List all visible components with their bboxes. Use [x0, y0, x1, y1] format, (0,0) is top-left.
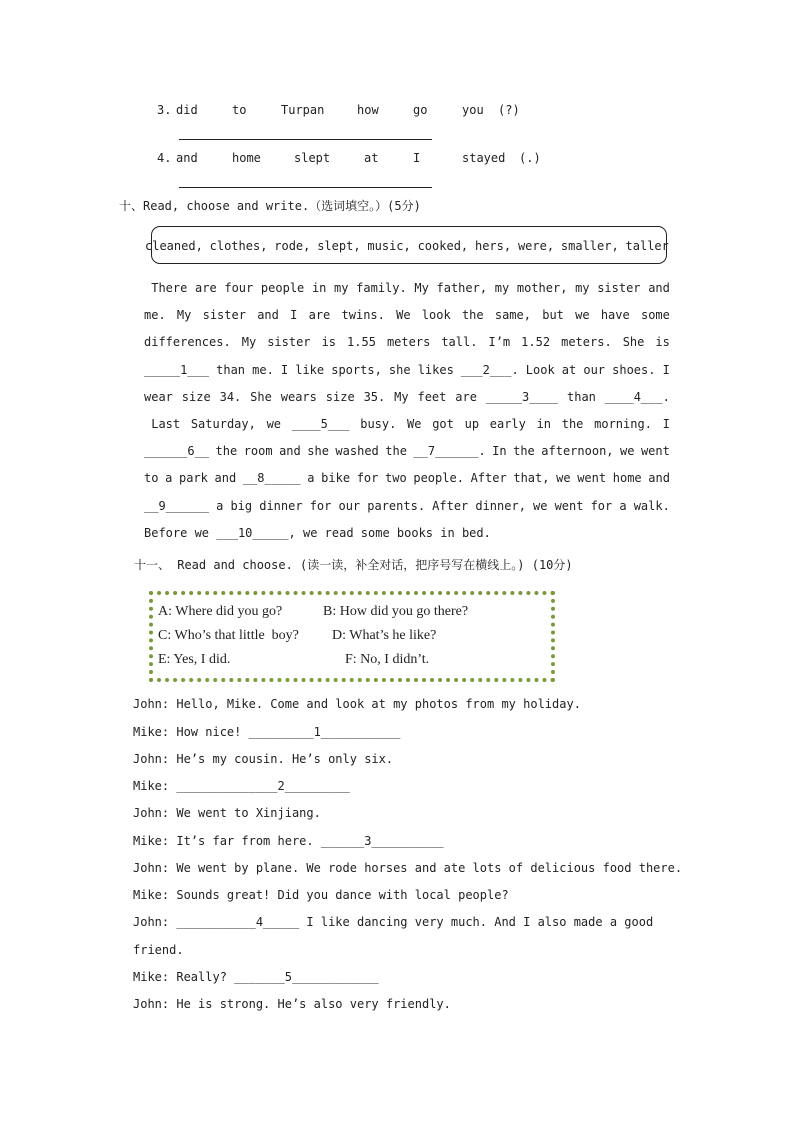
passage-word: my: [494, 281, 510, 295]
passage-word: and: [648, 471, 670, 486]
word: slept: [294, 151, 331, 165]
word-bank: [145, 239, 669, 253]
passage-word: a: [307, 471, 315, 486]
dialogue-line: Mike: Really? _______5____________: [133, 970, 379, 984]
dialogue-line: John: He is strong. He’s also very friendly.: [133, 997, 451, 1011]
passage-word: There: [144, 281, 188, 295]
dialogue-line: Mike: ______________2_________: [133, 779, 350, 793]
passage-word: the: [561, 416, 584, 431]
passage-word: dinner,: [475, 498, 526, 513]
passage-word: she: [307, 444, 329, 459]
word-bank-item: taller: [625, 239, 669, 253]
passage-word: wears: [280, 389, 317, 404]
option-d: D: What’s he like?: [332, 628, 437, 643]
passage-word: our: [338, 498, 361, 513]
passage-word: room: [243, 444, 273, 459]
passage-word: She: [622, 335, 645, 350]
passage-word: _____1___: [144, 362, 210, 377]
passage-word: walk.: [633, 498, 670, 513]
passage-word: 1.55: [347, 335, 376, 350]
passage-word: size: [181, 389, 211, 404]
passage-word: bed.: [461, 525, 491, 540]
passage-word: I: [662, 416, 670, 431]
passage-word: __9______: [144, 498, 210, 513]
passage-word: for: [309, 498, 332, 513]
passage-word: books: [396, 525, 441, 540]
passage-word: differences.: [144, 335, 231, 350]
passage-line: [144, 411, 670, 438]
passage-word: are: [308, 308, 331, 323]
passage-word: for: [356, 471, 379, 486]
passage-word: the: [513, 444, 535, 459]
passage-word: I: [280, 362, 289, 377]
passage-word: shoes.: [612, 362, 656, 377]
passage-word: in: [440, 525, 462, 540]
word: go: [413, 103, 428, 117]
passage-word: that,: [513, 471, 550, 486]
passage-word: afternoon,: [541, 444, 614, 459]
item-number: 3.: [157, 103, 172, 117]
word-bank-item: cleaned,: [145, 239, 203, 253]
passage-word: park: [178, 471, 208, 486]
passage-word: meters: [386, 335, 431, 350]
passage-line: [144, 520, 670, 547]
passage-word: but: [542, 308, 564, 323]
passage-word: same,: [494, 308, 531, 323]
passage-word: I: [290, 308, 298, 323]
passage-line: [144, 465, 670, 492]
passage-word: a: [619, 498, 627, 513]
word: and: [176, 151, 198, 165]
dialogue-line: John: We went by plane. We rode horses and ate lots of delicious food there.: [133, 861, 683, 875]
passage-word: family.: [356, 281, 407, 295]
section10-heading: 十、Read, choose and write.（选词填空。）(5分): [119, 199, 421, 213]
dialogue-line: John: Hello, Mike. Come and look at my photos from my holiday.: [133, 697, 581, 711]
passage-line: [144, 493, 670, 520]
passage-word: got: [432, 416, 454, 431]
word: how: [357, 103, 379, 117]
passage-word: early: [489, 416, 526, 431]
punctuation: (.): [519, 151, 541, 165]
cloze-passage: [144, 275, 670, 547]
passage-word: morning.: [594, 416, 652, 431]
word-bank-item: hers,: [474, 239, 512, 253]
passage-word: is: [655, 335, 670, 350]
passage-word: sports,: [331, 362, 382, 377]
passage-word: I: [662, 362, 670, 377]
passage-word: look: [421, 308, 451, 323]
passage-word: wear: [144, 389, 173, 404]
option-c: C: Who’s that little boy?: [158, 628, 299, 643]
passage-word: me.: [144, 308, 166, 323]
passage-line: [144, 384, 670, 411]
passage-word: parents.: [367, 498, 426, 513]
section11-heading: 十一、 Read and choose. (读一读，补全对话，把序号写在横线上。) (10分): [134, 558, 573, 572]
passage-word: are: [455, 389, 477, 404]
answer-line[interactable]: [179, 187, 432, 188]
punctuation: (?): [498, 103, 520, 117]
passage-word: and: [279, 444, 301, 459]
passage-word: in: [536, 416, 552, 431]
passage-line: [144, 329, 670, 356]
word: Turpan: [281, 103, 325, 117]
passage-word: at: [561, 362, 577, 377]
passage-word: the: [385, 444, 407, 459]
word-bank-item: rode,: [274, 239, 311, 253]
passage-word: Before: [144, 525, 195, 540]
passage-word: Saturday,: [190, 416, 256, 431]
passage-word: we: [194, 525, 217, 540]
passage-word: and: [214, 471, 237, 486]
passage-word: size: [325, 389, 355, 404]
passage-word: We: [407, 416, 422, 431]
passage-word: bike: [321, 471, 351, 486]
passage-word: Look: [525, 362, 555, 377]
passage-word: __8_____: [242, 471, 301, 486]
passage-word: _____3____: [485, 389, 559, 404]
passage-line: [144, 357, 670, 384]
passage-word: the: [215, 444, 238, 459]
word: at: [364, 151, 379, 165]
passage-word: big: [230, 498, 253, 513]
passage-word: is: [321, 335, 337, 350]
word-bank-item: music,: [367, 239, 411, 253]
passage-word: tall.: [441, 335, 478, 350]
word-bank-item: were,: [517, 239, 555, 253]
passage-word: My: [176, 308, 192, 323]
passage-word: sister: [202, 308, 246, 323]
word: I: [413, 151, 421, 165]
passage-word: a: [165, 471, 173, 486]
passage-word: up: [464, 416, 480, 431]
passage-word: ____5___: [291, 416, 350, 431]
dialogue-line: Mike: It’s far from here. ______3__________: [133, 834, 444, 848]
word-bank-item: clothes,: [209, 239, 268, 253]
passage-word: sister: [597, 281, 641, 295]
dialogue-line: John: He’s my cousin. He’s only six.: [133, 752, 394, 766]
passage-word: After: [432, 498, 469, 513]
passage-word: some: [360, 525, 397, 540]
passage-word: and: [648, 281, 670, 295]
passage-word: in: [311, 281, 327, 295]
item-number: 4.: [157, 151, 172, 165]
option-e: E: Yes, I did.: [158, 652, 231, 667]
passage-word: ______6__: [144, 444, 210, 459]
passage-word: four: [224, 281, 254, 295]
passage-word: dinner: [259, 498, 303, 513]
passage-line: [144, 438, 670, 465]
passage-word: Last: [144, 416, 181, 431]
passage-word: ____4___.: [604, 389, 670, 404]
passage-word: 34.: [219, 389, 242, 404]
passage-line: [144, 302, 670, 329]
word: to: [232, 103, 247, 117]
passage-word: She: [250, 389, 272, 404]
answer-line[interactable]: [179, 139, 432, 140]
word: you: [462, 103, 484, 117]
passage-word: we: [266, 416, 282, 431]
passage-word: we: [556, 471, 571, 486]
word: home: [232, 151, 261, 165]
passage-word: went: [554, 498, 584, 513]
passage-word: people: [260, 281, 305, 295]
passage-word: for: [590, 498, 613, 513]
passage-word: read: [324, 525, 361, 540]
passage-word: meters.: [561, 335, 612, 350]
option-a: A: Where did you go?: [158, 604, 283, 619]
passage-word: __7______.: [413, 444, 486, 459]
passage-word: went: [640, 444, 670, 459]
passage-word: My: [414, 281, 429, 295]
passage-word: are: [195, 281, 217, 295]
passage-word: I’m: [488, 335, 511, 350]
passage-word: busy.: [360, 416, 397, 431]
passage-word: some: [640, 308, 670, 323]
passage-word: 1.52: [521, 335, 551, 350]
passage-word: likes: [417, 362, 454, 377]
passage-word: we: [302, 525, 325, 540]
passage-word: my: [575, 281, 590, 295]
word-bank-item: slept,: [317, 239, 361, 253]
passage-word: ___10_____,: [216, 525, 303, 540]
passage-word: my: [334, 281, 349, 295]
word: did: [176, 103, 198, 117]
passage-word: we: [533, 498, 548, 513]
dialogue-line: Mike: Sounds great! Did you dance with local people?: [133, 888, 509, 902]
passage-word: we: [575, 308, 590, 323]
passage-word: In: [492, 444, 507, 459]
dialogue-line: friend.: [133, 943, 184, 957]
passage-word: father,: [436, 281, 488, 295]
passage-word: My: [241, 335, 257, 350]
passage-word: me.: [252, 362, 274, 377]
passage-word: we: [620, 444, 635, 459]
passage-word: two: [385, 471, 407, 486]
passage-word: than: [216, 362, 246, 377]
passage-word: sister: [267, 335, 311, 350]
passage-word: our: [583, 362, 606, 377]
passage-word: and: [257, 308, 279, 323]
passage-word: she: [388, 362, 411, 377]
passage-word: than: [567, 389, 596, 404]
passage-word: 35.: [363, 389, 386, 404]
passage-word: washed: [335, 444, 379, 459]
passage-word: We: [396, 308, 411, 323]
word-bank-item: smaller,: [560, 239, 619, 253]
dialogue-line: Mike: How nice! _________1___________: [133, 725, 401, 739]
dialogue-line: John: We went to Xinjiang.: [133, 806, 321, 820]
option-b: B: How did you go there?: [323, 604, 469, 619]
passage-word: ___2___.: [460, 362, 519, 377]
passage-word: people.: [413, 471, 464, 486]
passage-word: to: [144, 471, 159, 486]
passage-word: like: [295, 362, 325, 377]
passage-word: a: [216, 498, 224, 513]
passage-word: have: [600, 308, 630, 323]
word: stayed: [462, 151, 506, 165]
option-f: F: No, I didn’t.: [345, 652, 430, 667]
passage-word: home: [612, 471, 642, 486]
passage-word: the: [461, 308, 484, 323]
passage-word: twins.: [341, 308, 385, 323]
passage-line: [144, 275, 670, 302]
dialogue-line: John: ___________4_____ I like dancing very much. And I also made a good: [133, 915, 654, 929]
passage-word: My: [394, 389, 409, 404]
passage-word: After: [470, 471, 507, 486]
passage-word: went: [577, 471, 607, 486]
word-bank-item: cooked,: [417, 239, 469, 253]
passage-word: feet: [417, 389, 447, 404]
passage-word: mother,: [516, 281, 568, 295]
